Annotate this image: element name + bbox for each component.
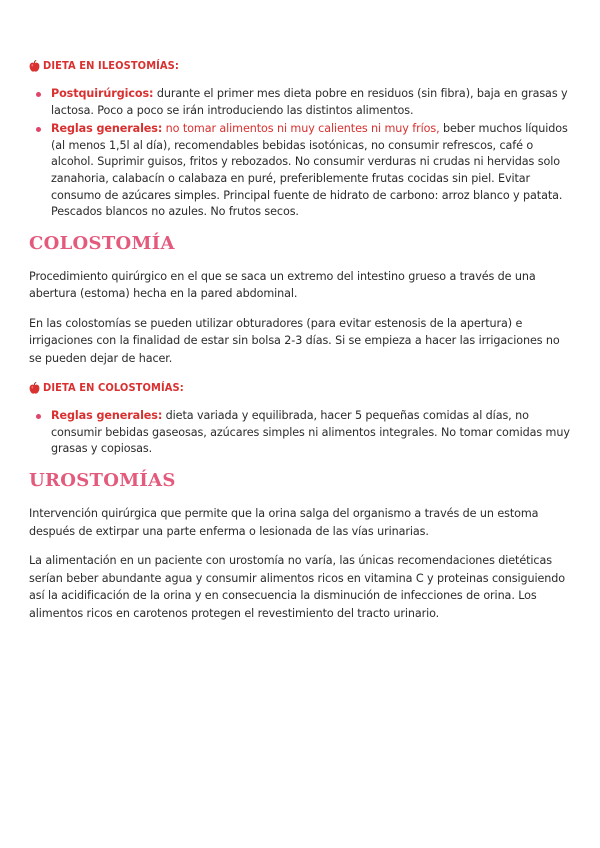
item-label: Reglas generales:: [51, 409, 163, 423]
urostomy-title: UROSTOMÍAS: [29, 470, 176, 492]
item-label: Postquirúrgicos:: [51, 87, 154, 100]
item-text: durante el primer mes dieta pobre en residuos (sin fibra), baja en grasas y lactosa. Poco a poco se irán introduciendo las distintos alimentos.: [51, 87, 568, 117]
page-content: [29, 55, 574, 622]
colostomy-title: COLOSTOMÍA: [29, 232, 175, 254]
colostomy-paragraph-2: En las colostomías se pueden utilizar obturadores (para evitar estenosis de la apertura) e irrigaciones con la finalidad de estar sin bolsa 2-3 días. Si se empieza a hacer las irrigaciones no se pueden dejar de hacer.: [29, 316, 560, 365]
urostomy-paragraph-2: La alimentación en un paciente con urostomía no varía, las únicas recomendaciones dietéticas serían beber abundante agua y consumir alimentos ricos en vitamina C y proteinas consiguiendo así la acidificación de la orina y en consecuencia la disminución de infecciones de orina. Los alimentos ricos en carotenos protegen el revestimiento del tracto urinario.: [29, 554, 566, 620]
ileostomy-diet-list: [29, 86, 574, 221]
urostomy-paragraph-1: Intervención quirúrgica que permite que la orina salga del organismo a través de un estoma después de extirpar una parte enferma o lesionada de las vías urinarias.: [29, 507, 539, 538]
ileostomy-diet-heading: [29, 59, 574, 72]
apple-icon: [29, 382, 40, 394]
ileostomy-diet-heading-text: DIETA EN ILEOSTOMÍAS:: [43, 59, 179, 72]
colostomy-diet-heading: [29, 381, 574, 394]
bullet-icon: [36, 92, 41, 97]
item-text: dieta variada y equilibrada, hacer 5 pequeñas comidas al días, no consumir bebidas gaseosas, azúcares simples ni alimentos integrales. No tomar comidas muy grasas y copiosas.: [51, 409, 570, 456]
list-item: [51, 86, 574, 119]
apple-icon: [29, 60, 40, 72]
bullet-icon: [36, 414, 41, 419]
colostomy-paragraph-1: Procedimiento quirúrgico en el que se saca un extremo del intestino grueso a través de una abertura (estoma) hecha en la pared abdominal.: [29, 269, 536, 301]
list-item: [51, 121, 574, 221]
colostomy-diet-list: [29, 408, 574, 458]
item-label: Reglas generales:: [51, 122, 163, 136]
item-text: beber muchos líquidos (al menos 1,5l al día), recomendables bebidas isotónicas, no consumir refrescos, café o alcohol. Suprimir guisos, fritos y rebozados. No consumir verduras ni crudas ni hervidas solo zanahoria, calabacín o calabaza en puré, preferiblemente frutas cocidas sin piel. Evitar consumo de azúcares simples. Principal fuente de hidrato de carbono: arroz blanco y patata. Pescados blancos no azules. No frutos secos.: [51, 122, 568, 219]
list-item: [51, 408, 574, 458]
bullet-icon: [36, 127, 41, 132]
colostomy-diet-heading-text: DIETA EN COLOSTOMÍAS:: [43, 381, 184, 395]
item-text-highlight: no tomar alimentos ni muy calientes ni muy fríos,: [162, 122, 440, 136]
